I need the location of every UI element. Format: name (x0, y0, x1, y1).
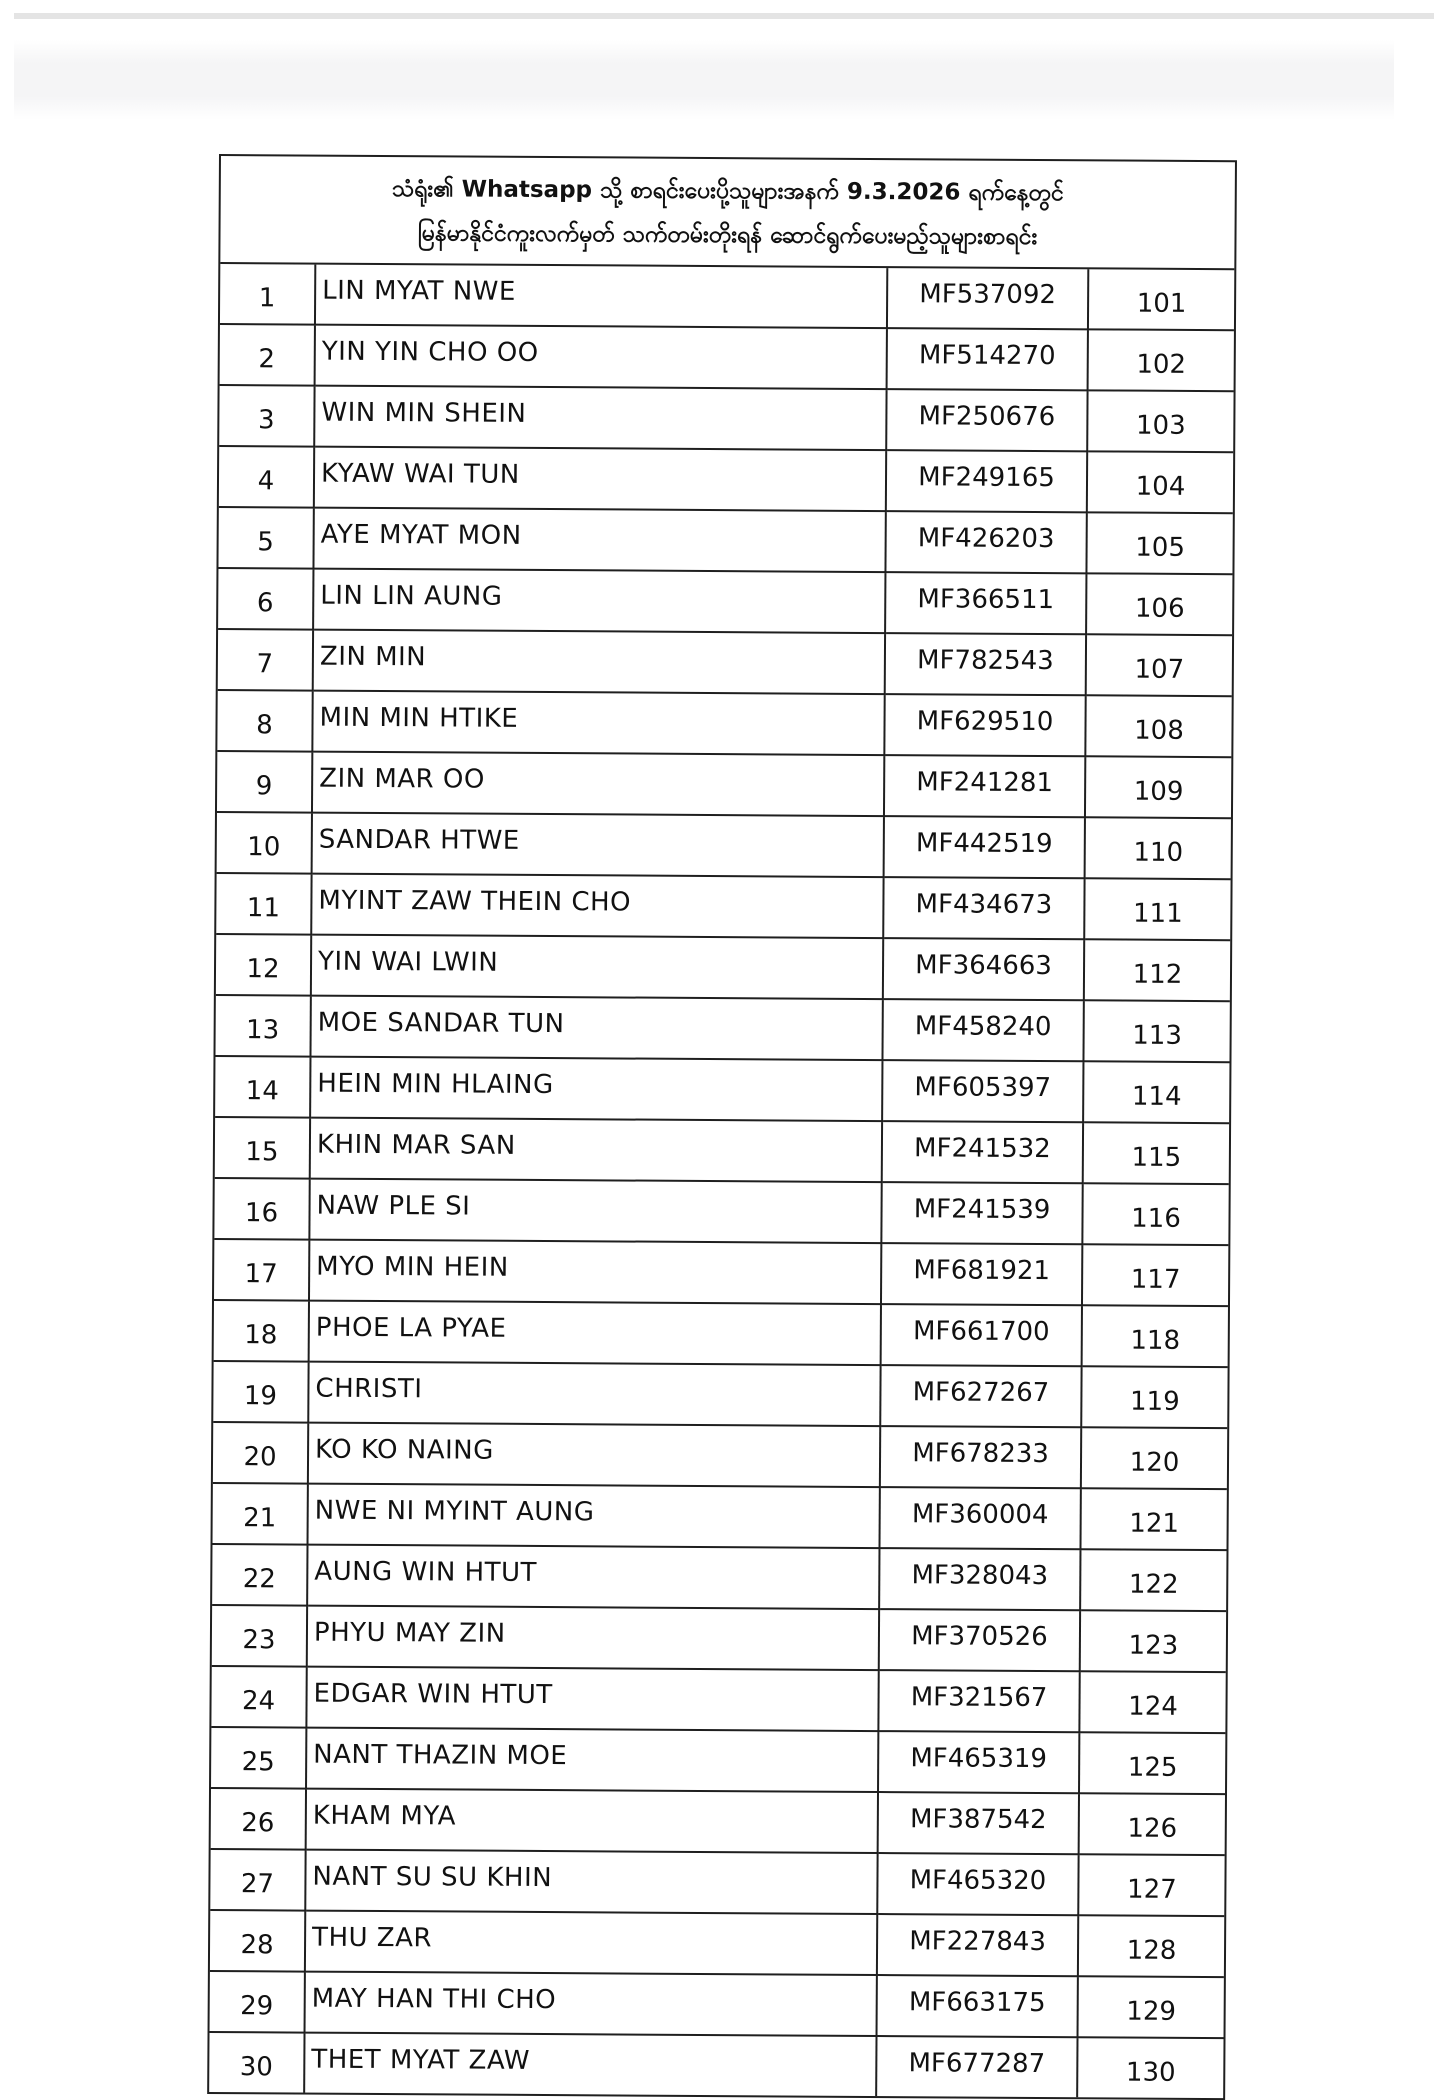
name-cell: KHAM MYA (306, 1789, 878, 1853)
sequence-number-cell: 116 (1082, 1183, 1228, 1245)
scan-bleed-band (14, 40, 1394, 120)
sequence-number-cell: 102 (1088, 329, 1234, 391)
sequence-number-cell: 129 (1078, 1976, 1224, 2038)
passport-number-cell: MF465320 (877, 1853, 1078, 1915)
table-row (220, 324, 1234, 391)
sequence-number-cell: 128 (1078, 1915, 1224, 1977)
table-row (220, 264, 1234, 330)
table-row (212, 1605, 1226, 1672)
name-cell: KHIN MAR SAN (310, 1118, 882, 1182)
row-number-cell: 7 (218, 629, 313, 691)
name-cell: AYE MYAT MON (313, 508, 885, 572)
table-row (213, 1422, 1227, 1489)
passport-number-cell: MF458240 (882, 999, 1083, 1061)
name-cell: NANT THAZIN MOE (306, 1728, 878, 1792)
table-row (211, 1788, 1225, 1855)
table-row (218, 568, 1232, 635)
row-number-cell: 27 (210, 1849, 305, 1911)
sequence-number-cell: 106 (1086, 573, 1232, 635)
sequence-number-cell: 117 (1082, 1244, 1228, 1306)
passport-number-cell: MF387542 (878, 1792, 1079, 1854)
row-number-cell: 6 (218, 568, 313, 630)
passport-number-cell: MF249165 (886, 450, 1087, 512)
row-number-cell: 9 (217, 751, 312, 813)
passport-number-cell: MF605397 (882, 1060, 1083, 1122)
passport-number-cell: MF360004 (879, 1487, 1080, 1549)
name-cell: AUNG WIN HTUT (307, 1545, 879, 1609)
table-row (215, 1056, 1229, 1123)
table-row (213, 1483, 1227, 1550)
row-number-cell: 2 (220, 324, 315, 386)
table-row (210, 1910, 1224, 1977)
table-row (209, 2032, 1223, 2098)
passport-number-cell: MF434673 (883, 877, 1084, 939)
sequence-number-cell: 127 (1078, 1854, 1224, 1916)
name-cell: ZIN MAR OO (312, 752, 884, 816)
passport-number-cell: MF241281 (884, 755, 1085, 817)
sequence-number-cell: 104 (1087, 451, 1233, 513)
table-row (218, 507, 1232, 574)
passport-number-cell: MF227843 (877, 1914, 1078, 1976)
name-cell: WIN MIN SHEIN (314, 386, 886, 450)
name-cell: KO KO NAING (308, 1423, 880, 1487)
row-number-cell: 3 (219, 385, 314, 447)
table-row (217, 690, 1231, 757)
sequence-number-cell: 110 (1085, 817, 1231, 879)
row-number-cell: 16 (214, 1178, 309, 1240)
title-line-1: သံရုံး၏ Whatsapp သို့ စာရင်းပေးပို့သူများအနက် 9.3.2026 ရက်နေ့တွင် (391, 176, 1064, 207)
row-number-cell: 22 (212, 1544, 307, 1606)
row-number-cell: 4 (219, 446, 314, 508)
row-number-cell: 18 (214, 1300, 309, 1362)
name-cell: NAW PLE SI (309, 1179, 881, 1243)
sequence-number-cell: 125 (1079, 1732, 1225, 1794)
table-row (211, 1666, 1225, 1733)
row-number-cell: 14 (215, 1056, 310, 1118)
title-line-2: မြန်မာနိုင်ငံကူးလက်မှတ် သက်တမ်းတိုးရန် ဆောင်ရွက်ပေးမည့်သူများစာရင်း (417, 220, 1038, 250)
name-cell: KYAW WAI TUN (314, 447, 886, 511)
table-row (210, 1849, 1224, 1916)
passport-number-cell: MF364663 (883, 938, 1084, 1000)
sequence-number-cell: 101 (1088, 269, 1234, 330)
row-number-cell: 19 (213, 1361, 308, 1423)
passport-renewal-list (207, 154, 1237, 2100)
passport-number-cell: MF661700 (881, 1304, 1082, 1366)
table-row (215, 1117, 1229, 1184)
passport-number-cell: MF465319 (878, 1731, 1079, 1793)
row-number-cell: 10 (217, 812, 312, 874)
name-cell: EDGAR WIN HTUT (306, 1667, 878, 1731)
name-cell: PHYU MAY ZIN (307, 1606, 879, 1670)
sequence-number-cell: 130 (1077, 2037, 1223, 2098)
sequence-number-cell: 119 (1081, 1366, 1227, 1428)
table-row (214, 1178, 1228, 1245)
row-number-cell: 8 (217, 690, 312, 752)
passport-number-cell: MF328043 (879, 1548, 1080, 1610)
name-cell: THET MYAT ZAW (304, 2033, 876, 2096)
table-row (216, 934, 1230, 1001)
table-row (212, 1544, 1226, 1611)
sequence-number-cell: 121 (1080, 1488, 1226, 1550)
passport-number-cell: MF241539 (881, 1182, 1082, 1244)
sequence-number-cell: 126 (1079, 1793, 1225, 1855)
row-number-cell: 23 (212, 1605, 307, 1667)
passport-number-cell: MF678233 (880, 1426, 1081, 1488)
name-cell: CHRISTI (308, 1362, 880, 1426)
sequence-number-cell: 108 (1085, 695, 1231, 757)
passport-number-cell: MF681921 (881, 1243, 1082, 1305)
sequence-number-cell: 115 (1083, 1122, 1229, 1184)
name-cell: THU ZAR (305, 1911, 877, 1975)
table-row (219, 446, 1233, 513)
applicant-table-body (209, 264, 1234, 2098)
passport-number-cell: MF629510 (884, 694, 1085, 756)
name-cell: PHOE LA PYAE (309, 1301, 881, 1365)
row-number-cell: 28 (210, 1910, 305, 1972)
name-cell: SANDAR HTWE (312, 813, 884, 877)
document-title (220, 156, 1235, 270)
row-number-cell: 12 (216, 934, 311, 996)
name-cell: MYO MIN HEIN (309, 1240, 881, 1304)
row-number-cell: 5 (218, 507, 313, 569)
name-cell: NANT SU SU KHIN (305, 1850, 877, 1914)
row-number-cell: 25 (211, 1727, 306, 1789)
table-row (219, 385, 1233, 452)
sequence-number-cell: 122 (1080, 1549, 1226, 1611)
passport-number-cell: MF370526 (879, 1609, 1080, 1671)
sequence-number-cell: 112 (1084, 939, 1230, 1001)
passport-number-cell: MF442519 (884, 816, 1085, 878)
applicant-table (209, 264, 1234, 2098)
name-cell: NWE NI MYINT AUNG (308, 1484, 880, 1548)
sequence-number-cell: 123 (1080, 1610, 1226, 1672)
sequence-number-cell: 118 (1082, 1305, 1228, 1367)
row-number-cell: 24 (211, 1666, 306, 1728)
scan-edge-line (14, 13, 1434, 19)
table-row (216, 873, 1230, 940)
table-row (214, 1300, 1228, 1367)
row-number-cell: 30 (209, 2032, 304, 2093)
passport-number-cell: MF514270 (887, 328, 1088, 390)
name-cell: HEIN MIN HLAING (310, 1057, 882, 1121)
name-cell: MIN MIN HTIKE (312, 691, 884, 755)
table-row (210, 1971, 1224, 2038)
passport-number-cell: MF677287 (876, 2036, 1077, 2097)
name-cell: YIN YIN CHO OO (315, 325, 887, 389)
passport-number-cell: MF241532 (882, 1121, 1083, 1183)
name-cell: LIN MYAT NWE (315, 265, 887, 328)
passport-number-cell: MF782543 (885, 633, 1086, 695)
passport-number-cell: MF663175 (877, 1975, 1078, 2037)
sequence-number-cell: 107 (1086, 634, 1232, 696)
sequence-number-cell: 111 (1084, 878, 1230, 940)
table-row (211, 1727, 1225, 1794)
sequence-number-cell: 105 (1086, 512, 1232, 574)
sequence-number-cell: 120 (1081, 1427, 1227, 1489)
passport-number-cell: MF627267 (880, 1365, 1081, 1427)
sequence-number-cell: 103 (1087, 390, 1233, 452)
row-number-cell: 17 (214, 1239, 309, 1301)
table-row (214, 1239, 1228, 1306)
row-number-cell: 21 (213, 1483, 308, 1545)
passport-number-cell: MF321567 (878, 1670, 1079, 1732)
passport-number-cell: MF426203 (885, 511, 1086, 573)
table-row (213, 1361, 1227, 1428)
name-cell: LIN LIN AUNG (313, 569, 885, 633)
passport-number-cell: MF537092 (887, 268, 1088, 329)
name-cell: ZIN MIN (313, 630, 885, 694)
sequence-number-cell: 114 (1083, 1061, 1229, 1123)
row-number-cell: 20 (213, 1422, 308, 1484)
table-row (218, 629, 1232, 696)
name-cell: MOE SANDAR TUN (310, 996, 882, 1060)
sequence-number-cell: 124 (1079, 1671, 1225, 1733)
table-row (217, 751, 1231, 818)
row-number-cell: 13 (215, 995, 310, 1057)
row-number-cell: 15 (215, 1117, 310, 1179)
name-cell: MYINT ZAW THEIN CHO (311, 874, 883, 938)
row-number-cell: 11 (216, 873, 311, 935)
row-number-cell: 1 (220, 264, 315, 325)
row-number-cell: 26 (211, 1788, 306, 1850)
passport-number-cell: MF366511 (885, 572, 1086, 634)
sequence-number-cell: 113 (1083, 1000, 1229, 1062)
name-cell: YIN WAI LWIN (311, 935, 883, 999)
row-number-cell: 29 (210, 1971, 305, 2033)
name-cell: MAY HAN THI CHO (305, 1972, 877, 2036)
passport-number-cell: MF250676 (886, 389, 1087, 451)
table-row (217, 812, 1231, 879)
sequence-number-cell: 109 (1085, 756, 1231, 818)
table-row (215, 995, 1229, 1062)
